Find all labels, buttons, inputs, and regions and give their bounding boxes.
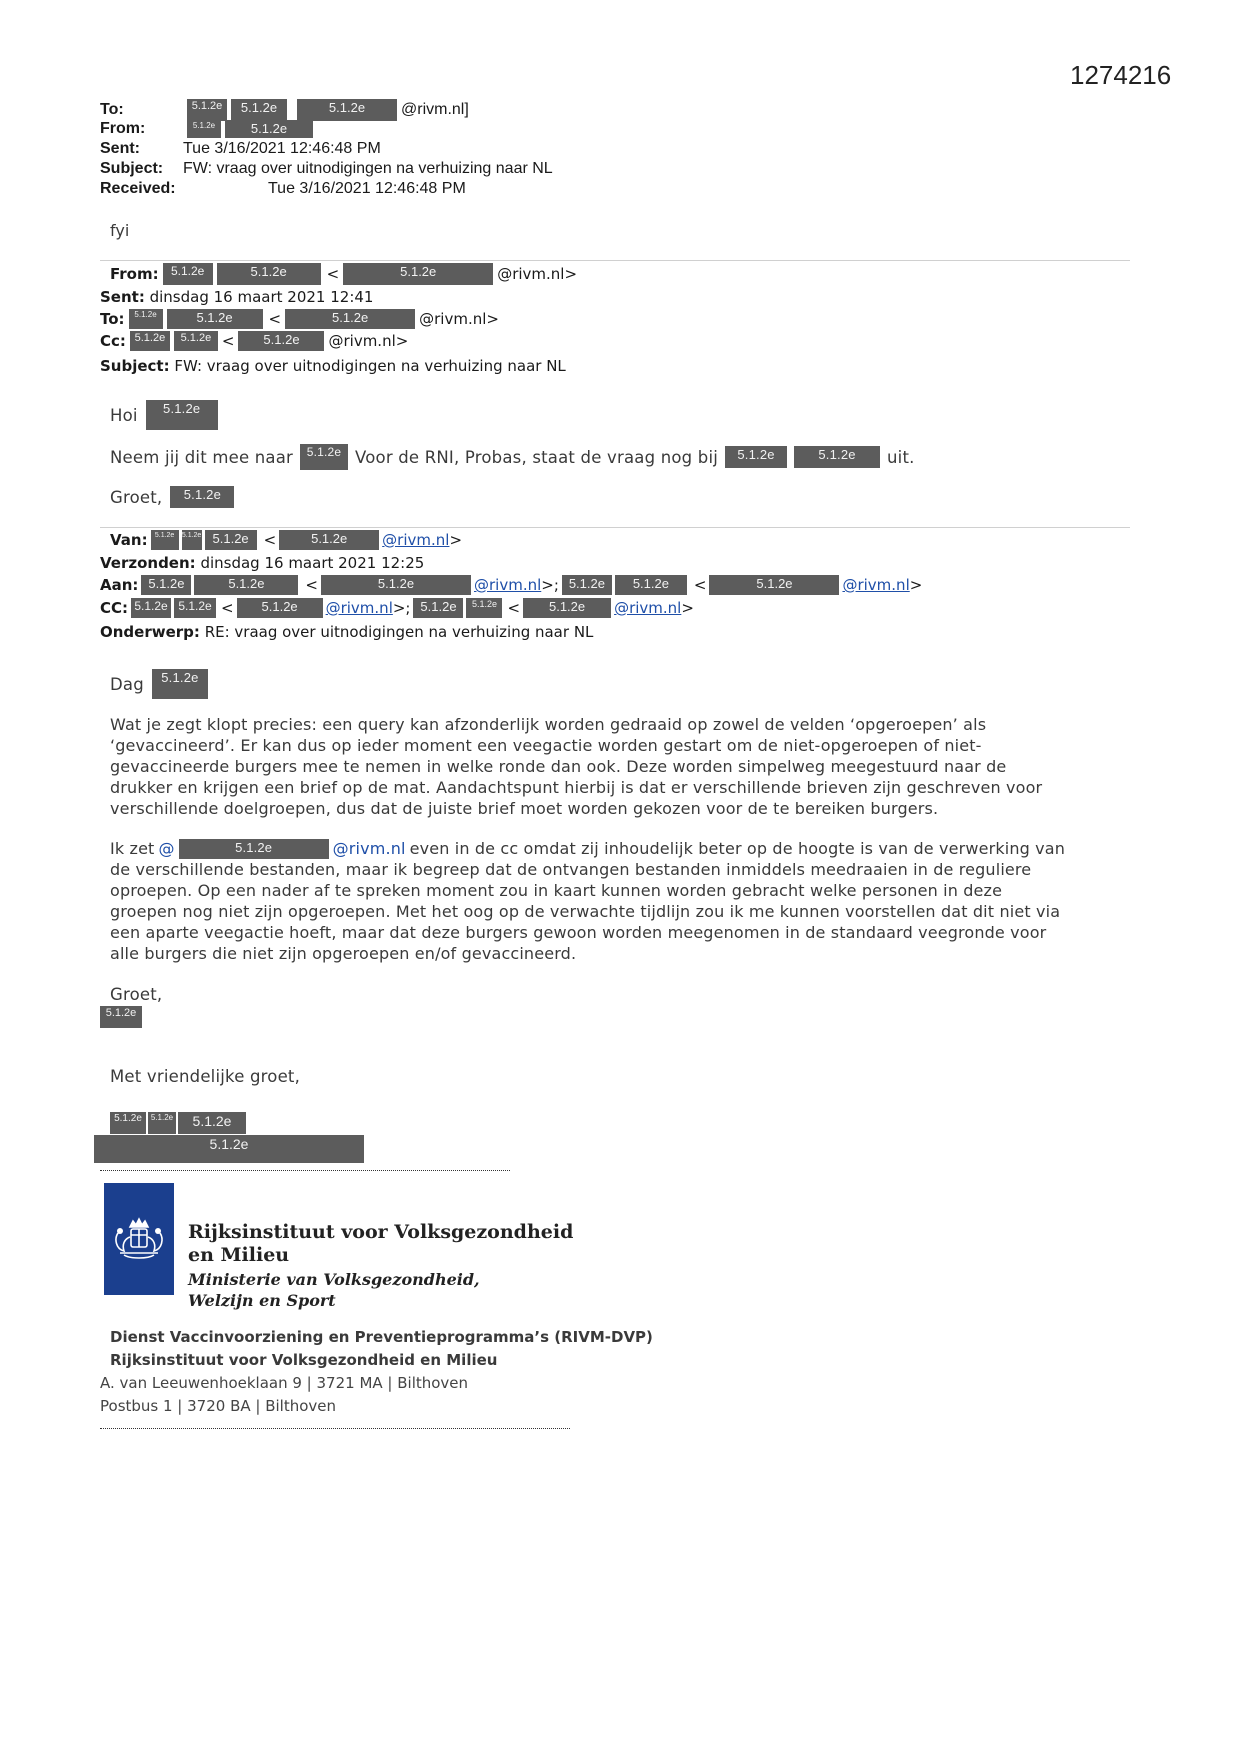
redaction: 5.1.2e [466,598,502,618]
msg3-paragraph-2 [110,838,1140,964]
header3-aan-row: Aan: 5.1.2e 5.1.2e < 5.1.2e @rivm.nl>; 5.1.2e 5.1.2e < 5.1.2e @rivm.nl> [100,576,923,594]
header1-from-row [100,120,313,138]
redaction: 5.1.2e [94,1135,364,1163]
separator [100,527,1130,528]
header1-sent-row [100,140,381,158]
header2-cc-row: Cc: 5.1.2e 5.1.2e < 5.1.2e @rivm.nl> [100,332,409,350]
msg2-closing: Groet, [110,487,163,507]
signature-title-row [94,1135,364,1163]
footer-department: Dienst Vaccinvoorziening en Preventieprogramma’s (RIVM-DVP) [110,1328,653,1346]
para2-suffix: even in de cc omdat zij inhoudelijk beter op de hoogte is van de verwerking van [409,839,1066,858]
header3-aan-link-1[interactable]: @rivm.nl [474,576,542,594]
header2-subject-label: Subject: [100,357,170,375]
redaction: 5.1.2e [205,530,257,550]
redaction: 5.1.2e [167,309,263,329]
redaction: 5.1.2e [562,575,612,595]
header3-van-row: Van: 5.1.2e 5.1.2e 5.1.2e < 5.1.2e @rivm.nl> [110,531,463,549]
redaction: 5.1.2e [225,120,313,138]
ministry-line2: Welzijn en Sport [188,1291,336,1310]
text-line: Wat je zegt klopt precies: een query kan afzonderlijk worden gedraaid op zowel de velden ‘opgeroepen’ als [110,715,987,734]
document-number: 1274216 [1070,60,1172,90]
header2-sent-row [100,288,373,306]
header3-onderwerp-row [100,623,593,641]
header3-cc-link-1[interactable]: @rivm.nl [325,599,393,617]
org-name-line2: en Milieu [188,1244,290,1266]
redaction: 5.1.2e [151,530,179,550]
text-line: een aparte veegactie hoeft, maar dat deze burgers gewoon worden meegenomen in de standaard veegronde voor [110,923,1047,942]
footer-postbus: Postbus 1 | 3720 BA | Bilthoven [100,1397,337,1415]
redaction: 5.1.2e [321,575,471,595]
header1-received-value: Tue 3/16/2021 12:46:48 PM [268,180,466,197]
header3-aan-label: Aan: [100,576,139,594]
header3-verzonden-value: dinsdag 16 maart 2021 12:25 [200,554,425,572]
header2-to-domain: @rivm.nl> [419,310,499,328]
redaction: 5.1.2e [174,331,218,351]
redaction: 5.1.2e [217,263,321,285]
msg3-regards: Met vriendelijke groet, [110,1067,301,1086]
text-line: de verschillende bestanden, maar ik begreep dat de ontvangen bestanden inmiddels meedraaien in de reguliere [110,860,1032,879]
header1-to-row [100,99,469,121]
text-line: alle burgers die niet zijn opgeroepen en/of gevaccineerd. [110,944,577,963]
redaction: 5.1.2e [174,598,216,618]
redaction: 5.1.2e [187,99,227,121]
signature-name-row [110,1112,246,1134]
rijksoverheid-logo-bar [104,1183,174,1295]
dotted-separator [100,1428,570,1429]
header1-to-domain: @rivm.nl] [401,101,469,118]
header3-onderwerp-label: Onderwerp: [100,623,200,641]
header2-to-row: To: 5.1.2e 5.1.2e < 5.1.2e @rivm.nl> [100,310,499,328]
header3-verzonden-row [100,554,424,572]
redaction: 5.1.2e [709,575,839,595]
text-line [110,838,1140,859]
header3-cc-link-2[interactable]: @rivm.nl [614,599,682,617]
redaction: 5.1.2e [297,99,397,121]
header1-sent-value: Tue 3/16/2021 12:46:48 PM [183,140,381,157]
header1-received-label: Received: [100,180,176,197]
header2-cc-domain: @rivm.nl> [328,332,409,350]
para2-at-sign: @ [158,839,175,858]
msg2-greeting-row [110,400,218,430]
header1-received-row [100,180,466,198]
dotted-separator [100,1170,510,1171]
msg3-closing: Groet, [110,985,163,1004]
redaction: 5.1.2e [130,331,170,351]
redaction: 5.1.2e [146,400,218,430]
text-line: oproepen. Op een nader af te spreken moment zou in kaart kunnen worden gebracht welke personen in deze [110,881,1003,900]
msg2-line-part3: uit. [887,447,915,467]
header2-from-row: From: 5.1.2e 5.1.2e < 5.1.2e @rivm.nl> [110,264,578,283]
msg3-signature [100,1006,142,1028]
redaction: 5.1.2e [163,263,213,285]
text-line: drukker en krijgen een brief op de mat. Aandachtspunt hierbij is dat er verschillende brieven zijn geschreven voor [110,778,1043,797]
header3-onderwerp-value: RE: vraag over uitnodigingen na verhuizing naar NL [204,623,594,641]
ministry-line1: Ministerie van Volksgezondheid, [188,1270,480,1289]
header2-to-label: To: [100,310,125,328]
redaction: 5.1.2e [343,263,493,285]
header1-to-label: To: [100,101,124,118]
header2-subject-row [100,357,566,375]
redaction: 5.1.2e [152,669,208,699]
header2-subject-value: FW: vraag over uitnodigingen na verhuizing naar NL [174,357,566,375]
redaction: 5.1.2e [300,444,348,470]
header3-cc-row: CC: 5.1.2e 5.1.2e < 5.1.2e @rivm.nl>; 5.1.2e 5.1.2e < 5.1.2e @rivm.nl> [100,599,694,617]
redaction: 5.1.2e [237,598,323,618]
redaction: 5.1.2e [182,530,202,550]
text-line: ‘gevaccineerd’. Er kan dus op ieder moment een veegactie worden gestart om de niet-opgeroepen of niet- [110,736,982,755]
header3-cc-label: CC: [100,599,129,617]
redaction: 5.1.2e [178,1112,246,1134]
redaction: 5.1.2e [285,309,415,329]
crown-lion-emblem-icon [104,1183,174,1295]
header3-van-label: Van: [110,531,148,549]
text-line: gevaccineerde burgers mee te nemen in welke ronde dan ook. Deze worden simpelweg meegestuurd naar de [110,757,1007,776]
org-name-line1: Rijksinstituut voor Volksgezondheid [188,1221,574,1243]
msg2-greeting: Hoi [110,405,138,425]
msg3-paragraph-1 [110,714,1140,819]
para2-email-domain[interactable]: @rivm.nl [332,839,406,858]
redaction: 5.1.2e [413,598,463,618]
header3-aan-link-2[interactable]: @rivm.nl [842,576,910,594]
separator [100,260,1130,261]
para2-prefix: Ik zet [110,839,155,858]
redaction: 5.1.2e [100,1006,142,1028]
redaction: 5.1.2e [523,598,611,618]
header1-from-label: From: [100,120,146,137]
redaction: 5.1.2e [148,1112,176,1134]
redaction: 5.1.2e [179,839,329,859]
footer-institute: Rijksinstituut voor Volksgezondheid en Milieu [110,1351,498,1369]
msg3-greeting: Dag [110,674,144,694]
footer-address: A. van Leeuwenhoeklaan 9 | 3721 MA | Bilthoven [100,1374,469,1392]
redaction: 5.1.2e [129,309,163,329]
redaction: 5.1.2e [794,446,880,468]
header2-from-domain: @rivm.nl> [497,265,578,283]
header2-sent-label: Sent: [100,288,145,306]
redaction: 5.1.2e [131,598,171,618]
header1-sent-label: Sent: [100,140,140,157]
redaction: 5.1.2e [725,446,787,468]
header2-cc-label: Cc: [100,332,126,350]
redaction: 5.1.2e [187,120,221,138]
redaction: 5.1.2e [110,1112,146,1134]
header1-subject-label: Subject: [100,160,164,177]
header1-subject-row [100,160,553,178]
redaction: 5.1.2e [615,575,687,595]
msg3-greeting-row [110,669,208,699]
redaction: 5.1.2e [279,530,379,550]
msg2-line-part2: Voor de RNI, Probas, staat de vraag nog bij [355,447,719,467]
msg2-closing-row [110,486,234,508]
redaction: 5.1.2e [141,575,191,595]
header2-from-label: From: [110,265,159,283]
redaction: 5.1.2e [170,486,234,508]
redaction: 5.1.2e [238,331,324,351]
fyi-text: fyi [110,221,130,240]
msg2-line [110,444,915,470]
redaction: 5.1.2e [231,99,287,121]
header3-van-link[interactable]: @rivm.nl [382,531,450,549]
text-line: verschillende doelgroepen, dus dat de juiste brief moet worden gekozen voor de te bereiken burgers. [110,799,939,818]
redaction: 5.1.2e [194,575,298,595]
text-line: groepen nog niet zijn opgeroepen. Met het oog op de verwachte tijdlijn zou ik me kunnen voorstellen dat dit niet via [110,902,1061,921]
header3-verzonden-label: Verzonden: [100,554,196,572]
msg2-line-part1: Neem jij dit mee naar [110,447,294,467]
header2-sent-value: dinsdag 16 maart 2021 12:41 [149,288,374,306]
header1-subject-value: FW: vraag over uitnodigingen na verhuizing naar NL [183,160,553,177]
